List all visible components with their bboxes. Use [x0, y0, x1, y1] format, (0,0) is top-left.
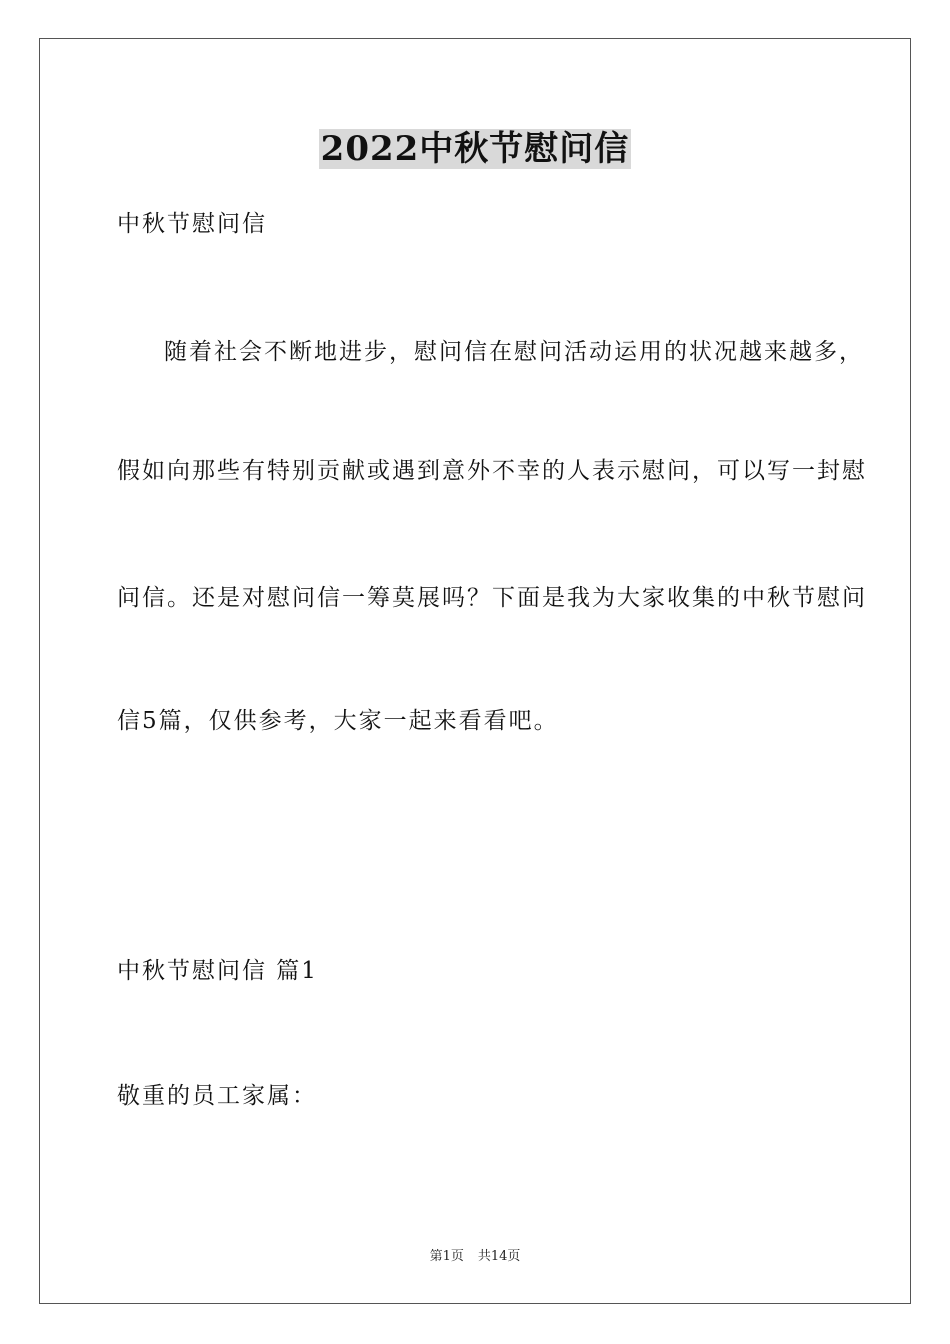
intro-paragraph-line: 信5篇，仅供参考，大家一起来看看吧。 — [117, 708, 559, 734]
section-heading: 中秋节慰问信 篇1 — [117, 958, 318, 984]
page-footer — [0, 1248, 950, 1266]
salutation: 敬重的员工家属： — [117, 1083, 317, 1109]
document-title-text: 2022中秋节慰问信 — [320, 129, 630, 169]
document-title — [0, 126, 950, 172]
page-total: 共14页 — [477, 1249, 521, 1264]
intro-paragraph-line: 随着社会不断地进步，慰问信在慰问活动运用的状况越来越多， — [164, 339, 864, 365]
intro-paragraph-line: 问信。还是对慰问信一筹莫展吗？下面是我为大家收集的中秋节慰问 — [117, 585, 867, 611]
document-subtitle: 中秋节慰问信 — [117, 211, 267, 237]
page-number: 第1页 — [429, 1249, 464, 1264]
intro-paragraph-line: 假如向那些有特别贡献或遇到意外不幸的人表示慰问，可以写一封慰 — [117, 458, 867, 484]
